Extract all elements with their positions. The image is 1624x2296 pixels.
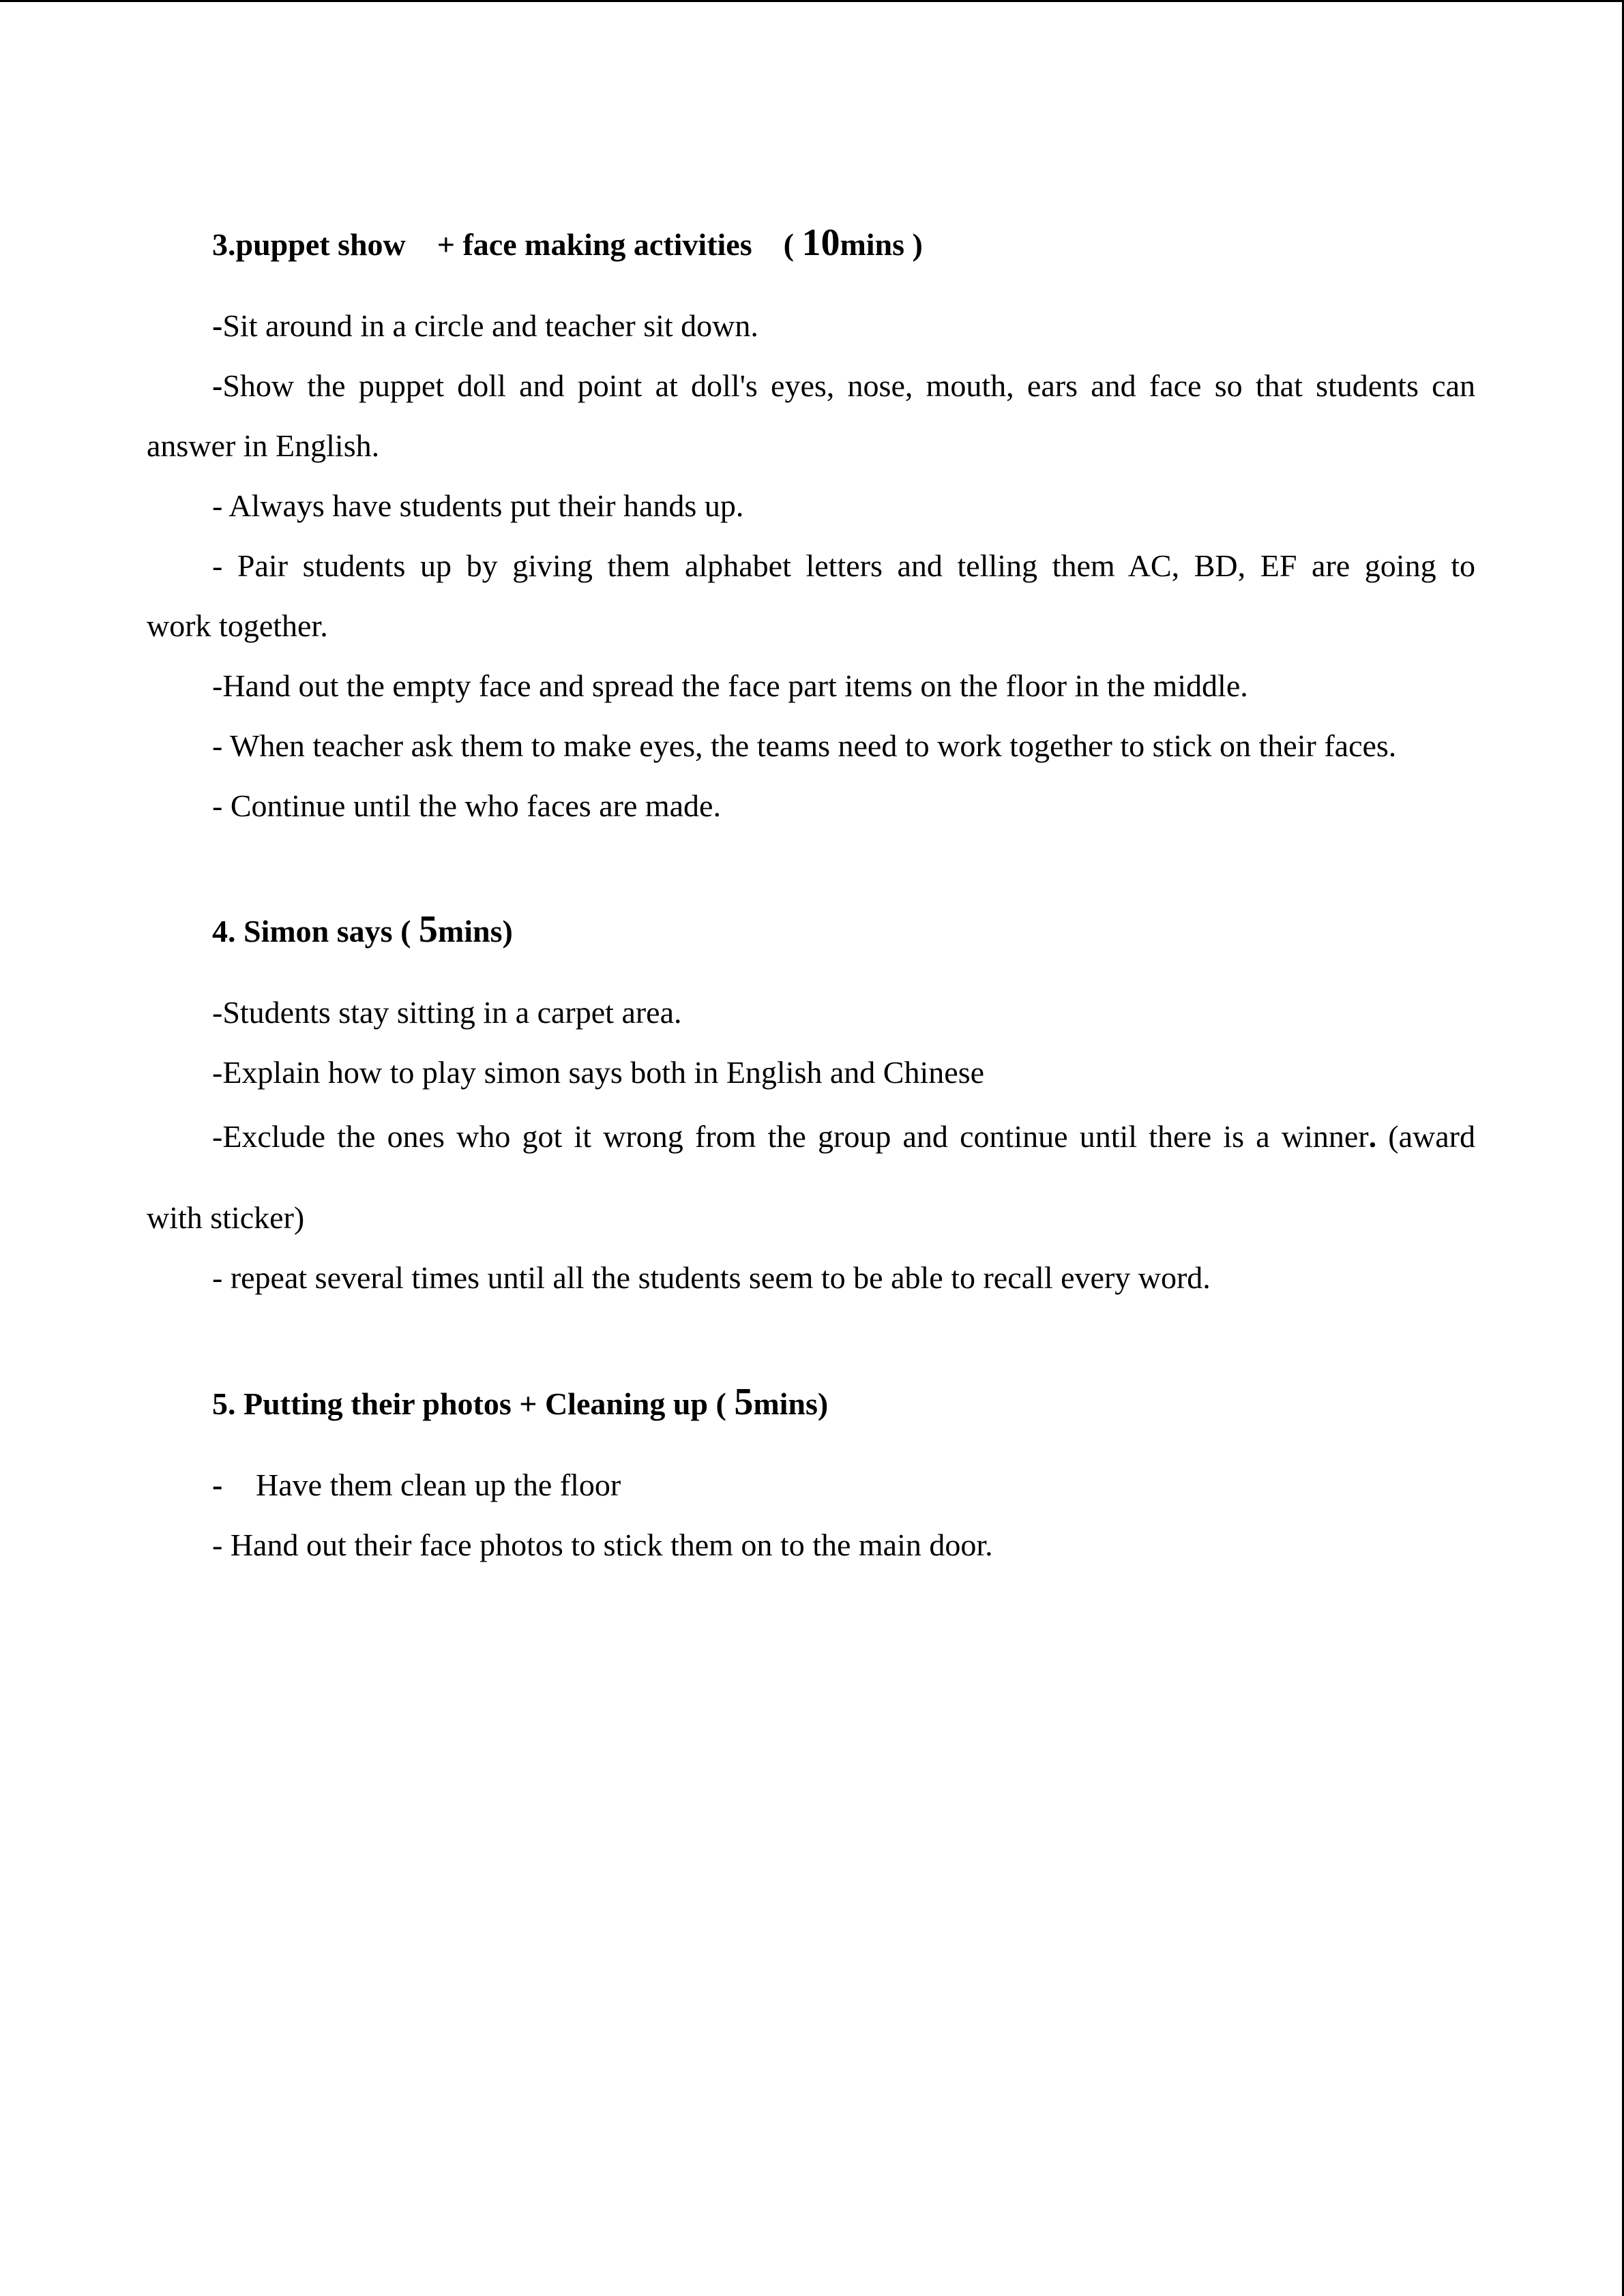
paragraph-line: -Explain how to play simon says both in English and Chinese bbox=[212, 1055, 985, 1090]
paragraph-line: - repeat several times until all the students seem to be able to recall every word. bbox=[212, 1260, 1211, 1295]
paragraph-line: work together. bbox=[147, 608, 328, 643]
paragraph-line: -Sit around in a circle and teacher sit down. bbox=[212, 308, 758, 343]
section-heading-cleaning-up: 5. Putting their photos + Cleaning up ( 5mins) bbox=[212, 1381, 829, 1423]
paragraph-line: - Always have students put their hands up. bbox=[212, 488, 744, 523]
paragraph-line: -Hand out the empty face and spread the face part items on the floor in the middle. bbox=[212, 668, 1248, 703]
paragraph-line: - Hand out their face photos to stick them on to the main door. bbox=[212, 1527, 993, 1562]
paragraph-line: -Exclude the ones who got it wrong from the group and continue until there is a winner. (award bbox=[212, 1119, 1475, 1154]
paragraph-line: - When teacher ask them to make eyes, the teams need to work together to stick on their faces. bbox=[212, 728, 1397, 763]
paragraph-line: -Students stay sitting in a carpet area. bbox=[212, 995, 682, 1030]
paragraph-line: - Have them clean up the floor bbox=[212, 1467, 621, 1502]
paragraph-line: - Pair students up by giving them alphabet letters and telling them AC, BD, EF are going to bbox=[212, 548, 1475, 583]
section-heading-simon-says: 4. Simon says ( 5mins) bbox=[212, 908, 513, 951]
section-heading-puppet-show: 3.puppet show + face making activities ( 10mins ) bbox=[212, 222, 923, 264]
paragraph-line: - Continue until the who faces are made. bbox=[212, 788, 721, 823]
page-border-top bbox=[0, 0, 1624, 2]
paragraph-line: -Show the puppet doll and point at doll's eyes, nose, mouth, ears and face so that students can bbox=[212, 368, 1475, 403]
paragraph-line: answer in English. bbox=[147, 428, 380, 463]
paragraph-line: with sticker) bbox=[147, 1200, 305, 1235]
